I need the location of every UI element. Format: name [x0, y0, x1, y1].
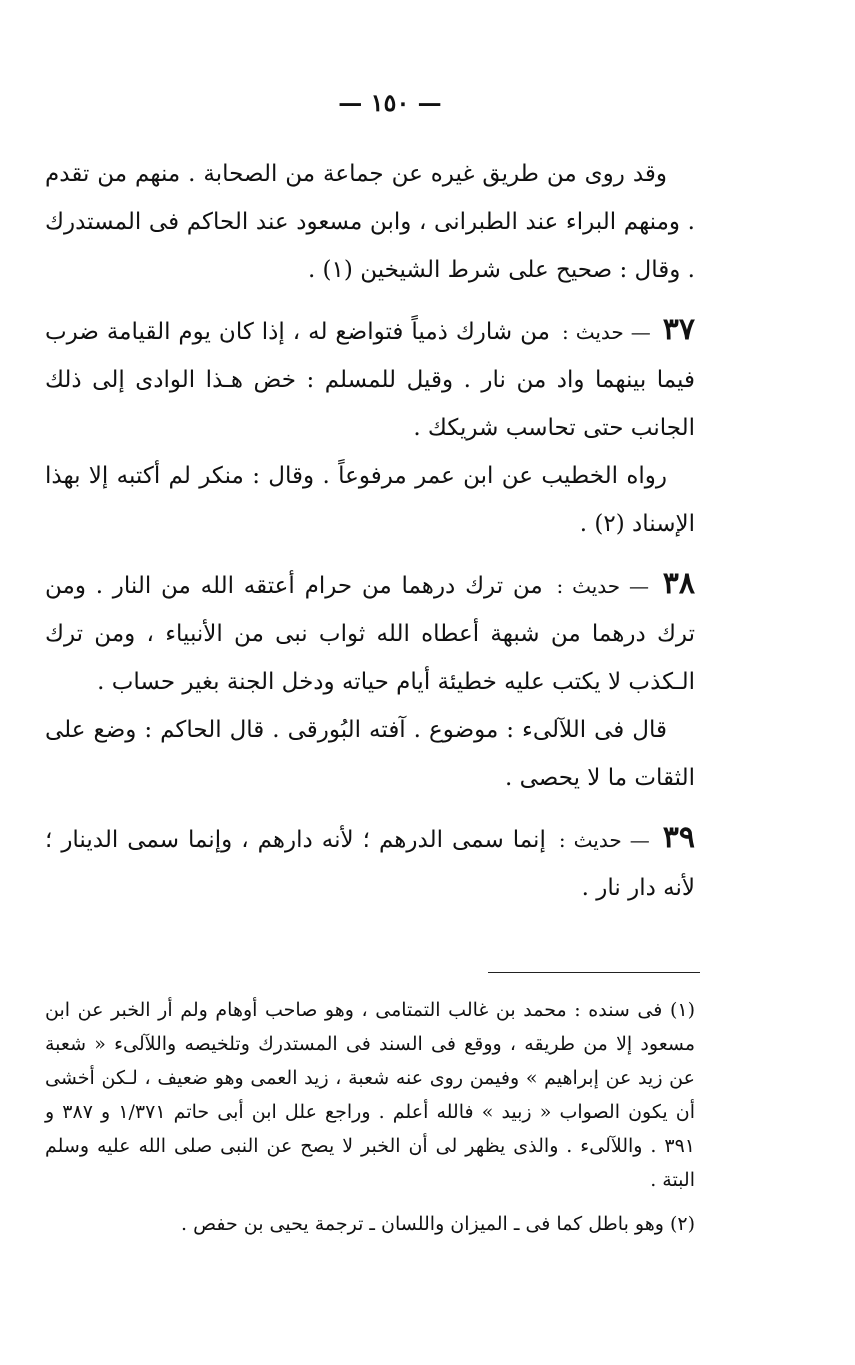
hadith-text: إنما سمى الدرهم ؛ لأنه دارهم ، وإنما سمى الدينار ؛ لأنه دار نار . [45, 827, 695, 901]
hadith-37-commentary: رواه الخطيب عن ابن عمر مرفوعاً . وقال : منكر لم أكتبه إلا بهذا الإسناد (٢) . [45, 463, 695, 537]
footnote-divider [488, 972, 700, 973]
hadith-label: — حديث : [561, 320, 651, 344]
footnotes [45, 993, 695, 1241]
hadith-number: ٣٧ [662, 312, 695, 347]
spacer [45, 802, 695, 814]
hadith-number: ٣٨ [662, 566, 695, 601]
hadith-39 [45, 814, 695, 912]
page-number: — ١٥٠ — [338, 88, 442, 117]
hadith-label: — حديث : [556, 574, 649, 598]
footnote-2: (٢) وهو باطل كما فى ـ الميزان واللسان ـ ترجمة يحيى بن حفص . [181, 1213, 695, 1235]
hadith-38 [45, 560, 695, 706]
footnote-1: (١) فى سنده : محمد بن غالب التمتامى ، وهو صاحب أوهام ولم أر الخبر عن ابن مسعود إلا من طريقه ، ووقع فى السند فى المستدرك وتلخيصه واللآلىء « شعبة عن زيد عن إبراهيم » وفيمن روى عنه شعبة ، زيد العمى وهو ضعيف ، لـكن أخشى أن يكون الصواب « زبيد » فالله أعلم . وراجع علل ابن أبى حاتم ١/٣٧١ و ٣٨٧ و ٣٩١ . واللآلىء . والذى يظهر لى أن الخبر لا يصح عن النبى صلى الله عليه وسلم البتة . [45, 999, 695, 1191]
hadith-text: من شارك ذمياً فتواضع له ، إذا كان يوم القيامة ضرب فيما بينهما واد من نار . وقيل للمسلم : خض هـذا الوادى إلى ذلك الجانب حتى تحاسب شريكك . [45, 319, 695, 441]
spacer [45, 294, 695, 306]
hadith-number: ٣٩ [662, 820, 696, 855]
spacer [45, 548, 695, 560]
hadith-label: — حديث : [558, 828, 650, 852]
hadith-text: من ترك درهما من حرام أعتقه الله من النار . ومن ترك درهما من شبهة أعطاه الله ثواب نبى من الأنبياء ، ومن ترك الـكذب لا يكتب عليه خطيئة أيام حياته ودخل الجنة بغير حساب . [45, 573, 695, 695]
hadith-37 [45, 306, 695, 452]
intro-paragraph: وقد روى من طريق غيره عن جماعة من الصحابة . منهم من تقدم . ومنهم البراء عند الطبرانى ، وابن مسعود عند الحاكم فى المستدرك . وقال : صحيح على شرط الشيخين (١) . [45, 161, 695, 283]
hadith-38-commentary: قال فى اللآلىء : موضوع . آفته البُورقى . قال الحاكم : وضع على الثقات ما لا يحصى . [45, 717, 695, 791]
main-text [45, 150, 695, 912]
